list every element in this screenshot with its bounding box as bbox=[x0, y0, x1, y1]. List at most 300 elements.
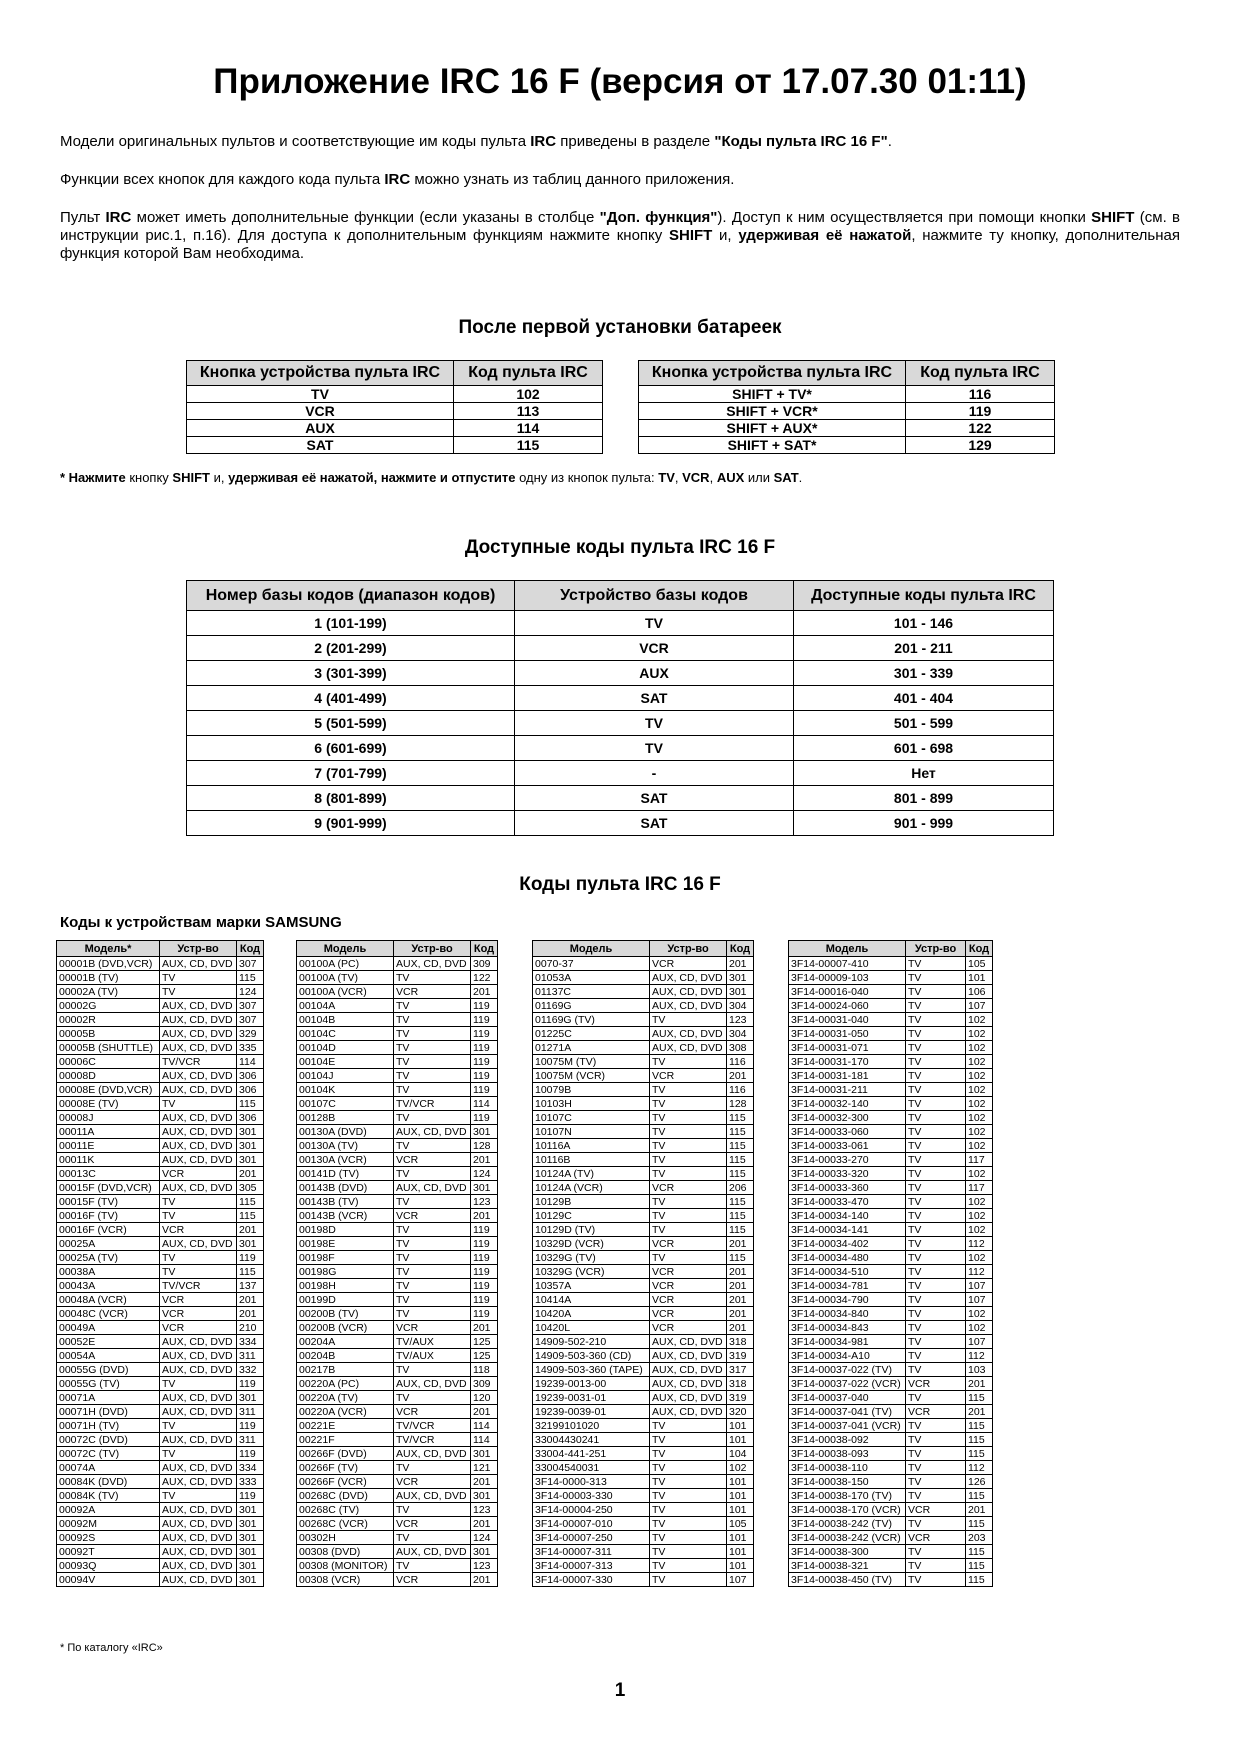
code-cell: 306 bbox=[237, 1111, 264, 1125]
device-cell: TV bbox=[160, 1489, 237, 1503]
device-cell: TV bbox=[906, 1013, 966, 1027]
device-cell: AUX, CD, DVD bbox=[160, 1363, 237, 1377]
battery-right-row bbox=[639, 437, 1055, 454]
device-cell: TV bbox=[394, 1027, 471, 1041]
model-code-row bbox=[57, 1279, 264, 1293]
ranges-row-cell: 201 - 211 bbox=[794, 636, 1054, 661]
device-cell: TV bbox=[650, 1167, 727, 1181]
model-code-row bbox=[57, 1083, 264, 1097]
device-cell: AUX, CD, DVD bbox=[650, 1391, 727, 1405]
device-cell: VCR bbox=[650, 1237, 727, 1251]
model-cell: 00143B (VCR) bbox=[297, 1209, 394, 1223]
model-code-row bbox=[789, 1167, 993, 1181]
battery-right-row-cell: 122 bbox=[906, 420, 1055, 437]
code-cell: 102 bbox=[966, 1251, 993, 1265]
model-code-row bbox=[57, 1013, 264, 1027]
model-code-row bbox=[789, 1349, 993, 1363]
model-cell: 3F14-00033-061 bbox=[789, 1139, 906, 1153]
model-cell: 3F14-00034-A10 bbox=[789, 1349, 906, 1363]
code-cell: 301 bbox=[237, 1559, 264, 1573]
model-cell: 10129D (TV) bbox=[533, 1223, 650, 1237]
model-cell: 3F14-00034-480 bbox=[789, 1251, 906, 1265]
code-cell: 114 bbox=[237, 1055, 264, 1069]
model-cell: 3F14-0000-313 bbox=[533, 1475, 650, 1489]
model-cell: 00048A (VCR) bbox=[57, 1293, 160, 1307]
model-code-row bbox=[297, 985, 498, 999]
code-cell: 301 bbox=[237, 1545, 264, 1559]
ranges-row-cell: 601 - 698 bbox=[794, 736, 1054, 761]
model-code-row bbox=[297, 1125, 498, 1139]
device-cell: TV bbox=[906, 1419, 966, 1433]
model-code-row bbox=[789, 1293, 993, 1307]
model-cell: 00001B (TV) bbox=[57, 971, 160, 985]
model-cell: 10129C bbox=[533, 1209, 650, 1223]
model-cell: 3F14-00033-270 bbox=[789, 1153, 906, 1167]
device-cell: TV bbox=[906, 1349, 966, 1363]
device-column-header: Устр-во bbox=[650, 941, 727, 957]
ranges-row bbox=[187, 811, 1054, 836]
model-cell: 3F14-00038-170 (VCR) bbox=[789, 1503, 906, 1517]
code-cell: 119 bbox=[471, 1307, 498, 1321]
model-cell: 10420A bbox=[533, 1307, 650, 1321]
code-cell: 309 bbox=[471, 957, 498, 971]
ranges-row-cell: VCR bbox=[515, 636, 794, 661]
model-cell: 33004540031 bbox=[533, 1461, 650, 1475]
device-cell: TV bbox=[906, 999, 966, 1013]
bold-text: "Доп. функция" bbox=[599, 209, 718, 226]
bold-text: SHIFT bbox=[669, 227, 713, 244]
model-code-row bbox=[533, 1307, 754, 1321]
model-code-row bbox=[57, 1573, 264, 1587]
model-cell: 00199D bbox=[297, 1293, 394, 1307]
device-cell: TV bbox=[906, 1517, 966, 1531]
model-code-row bbox=[789, 999, 993, 1013]
device-cell: TV bbox=[650, 1573, 727, 1587]
model-cell: 32199101020 bbox=[533, 1419, 650, 1433]
battery-table-left bbox=[186, 360, 603, 454]
model-code-row bbox=[789, 1237, 993, 1251]
code-cell: 201 bbox=[471, 1517, 498, 1531]
code-cell: 119 bbox=[471, 1223, 498, 1237]
code-cell: 311 bbox=[237, 1433, 264, 1447]
model-cell: 3F14-00034-981 bbox=[789, 1335, 906, 1349]
model-code-row bbox=[789, 1559, 993, 1573]
model-cell: 3F14-00038-242 (VCR) bbox=[789, 1531, 906, 1545]
model-code-row bbox=[789, 1391, 993, 1405]
model-column-header: Модель bbox=[789, 941, 906, 957]
device-cell: AUX, CD, DVD bbox=[650, 1335, 727, 1349]
model-code-row bbox=[789, 1335, 993, 1349]
device-cell: VCR bbox=[160, 1167, 237, 1181]
device-cell: TV bbox=[160, 1419, 237, 1433]
model-code-row bbox=[533, 1335, 754, 1349]
model-code-row bbox=[57, 1433, 264, 1447]
model-code-row bbox=[297, 1363, 498, 1377]
model-code-row bbox=[297, 1027, 498, 1041]
model-code-row bbox=[533, 1013, 754, 1027]
intro-paragraph-1 bbox=[60, 133, 1180, 151]
model-cell: 01137C bbox=[533, 985, 650, 999]
code-cell: 115 bbox=[966, 1447, 993, 1461]
catalog-footnote: * По каталогу «IRC» bbox=[60, 1642, 163, 1654]
model-code-row bbox=[57, 1027, 264, 1041]
code-cell: 311 bbox=[237, 1349, 264, 1363]
code-cell: 115 bbox=[727, 1167, 754, 1181]
model-code-row bbox=[533, 1573, 754, 1587]
model-code-row bbox=[57, 1097, 264, 1111]
code-cell: 201 bbox=[471, 1475, 498, 1489]
model-cell: 00071H (DVD) bbox=[57, 1405, 160, 1419]
code-cell: 123 bbox=[471, 1195, 498, 1209]
code-cell: 317 bbox=[727, 1363, 754, 1377]
model-code-row bbox=[533, 1545, 754, 1559]
code-cell: 119 bbox=[471, 1237, 498, 1251]
device-cell: VCR bbox=[394, 1405, 471, 1419]
code-cell: 101 bbox=[727, 1489, 754, 1503]
code-cell: 120 bbox=[471, 1391, 498, 1405]
model-code-row bbox=[297, 1251, 498, 1265]
model-cell: 3F14-00038-300 bbox=[789, 1545, 906, 1559]
model-cell: 00008J bbox=[57, 1111, 160, 1125]
model-code-row bbox=[297, 1503, 498, 1517]
model-cell: 3F14-00034-140 bbox=[789, 1209, 906, 1223]
code-cell: 115 bbox=[727, 1153, 754, 1167]
code-cell: 329 bbox=[237, 1027, 264, 1041]
model-cell: 14909-503-360 (TAPE) bbox=[533, 1363, 650, 1377]
code-cell: 128 bbox=[727, 1097, 754, 1111]
battery-right-header-code: Код пульта IRC bbox=[906, 361, 1055, 386]
code-cell: 102 bbox=[966, 1139, 993, 1153]
device-cell: TV bbox=[650, 1055, 727, 1069]
model-cell: 00220A (TV) bbox=[297, 1391, 394, 1405]
code-cell: 119 bbox=[237, 1419, 264, 1433]
code-cell: 115 bbox=[966, 1559, 993, 1573]
code-cell: 102 bbox=[966, 1307, 993, 1321]
device-column-header: Устр-во bbox=[394, 941, 471, 957]
device-cell: TV bbox=[394, 1559, 471, 1573]
model-cell: 00100A (PC) bbox=[297, 957, 394, 971]
model-cell: 3F14-00024-060 bbox=[789, 999, 906, 1013]
ranges-row bbox=[187, 786, 1054, 811]
device-cell: TV bbox=[650, 1251, 727, 1265]
code-cell: 201 bbox=[727, 1069, 754, 1083]
code-cell: 126 bbox=[966, 1475, 993, 1489]
model-code-row bbox=[57, 1447, 264, 1461]
model-cell: 00128B bbox=[297, 1111, 394, 1125]
code-cell: 115 bbox=[966, 1419, 993, 1433]
code-cell: 102 bbox=[966, 1069, 993, 1083]
model-code-row bbox=[789, 1027, 993, 1041]
model-code-row bbox=[297, 1223, 498, 1237]
model-code-row bbox=[789, 1405, 993, 1419]
model-code-row bbox=[297, 1531, 498, 1545]
code-cell: 201 bbox=[471, 1321, 498, 1335]
battery-right-row-cell: 116 bbox=[906, 386, 1055, 403]
code-cell: 101 bbox=[727, 1433, 754, 1447]
model-cell: 10420L bbox=[533, 1321, 650, 1335]
model-code-row bbox=[789, 1503, 993, 1517]
model-cell: 3F14-00038-092 bbox=[789, 1433, 906, 1447]
model-cell: 10129B bbox=[533, 1195, 650, 1209]
code-column-header: Код bbox=[237, 941, 264, 957]
model-code-row bbox=[297, 1083, 498, 1097]
code-cell: 309 bbox=[471, 1377, 498, 1391]
battery-right-row-cell: SHIFT + SAT* bbox=[639, 437, 906, 454]
model-code-row bbox=[297, 999, 498, 1013]
ranges-row-cell: 501 - 599 bbox=[794, 711, 1054, 736]
device-cell: VCR bbox=[160, 1321, 237, 1335]
device-cell: TV bbox=[906, 1097, 966, 1111]
device-cell: TV bbox=[906, 1139, 966, 1153]
device-cell: TV bbox=[394, 1237, 471, 1251]
model-cell: 00143B (DVD) bbox=[297, 1181, 394, 1195]
device-cell: TV bbox=[394, 1139, 471, 1153]
device-cell: TV bbox=[650, 1195, 727, 1209]
device-cell: VCR bbox=[650, 1307, 727, 1321]
text: и, bbox=[209, 470, 229, 485]
battery-section-heading: После первой установки батареек bbox=[458, 317, 782, 338]
model-code-row bbox=[789, 1223, 993, 1237]
model-cell: 3F14-00038-150 bbox=[789, 1475, 906, 1489]
model-code-row bbox=[297, 1391, 498, 1405]
model-code-row bbox=[57, 1517, 264, 1531]
model-code-row bbox=[533, 985, 754, 999]
code-cell: 114 bbox=[471, 1419, 498, 1433]
model-code-row bbox=[533, 1391, 754, 1405]
code-cell: 119 bbox=[471, 1083, 498, 1097]
device-cell: TV bbox=[160, 971, 237, 985]
model-cell: 00008E (DVD,VCR) bbox=[57, 1083, 160, 1097]
model-code-row bbox=[533, 1475, 754, 1489]
code-cell: 318 bbox=[727, 1335, 754, 1349]
ranges-row bbox=[187, 736, 1054, 761]
model-cell: 10357A bbox=[533, 1279, 650, 1293]
device-cell: TV bbox=[650, 1223, 727, 1237]
ranges-row-cell: 401 - 404 bbox=[794, 686, 1054, 711]
battery-right-row-cell: SHIFT + TV* bbox=[639, 386, 906, 403]
model-cell: 00092S bbox=[57, 1531, 160, 1545]
code-cell: 305 bbox=[237, 1181, 264, 1195]
model-cell: 00011E bbox=[57, 1139, 160, 1153]
model-cell: 00054A bbox=[57, 1349, 160, 1363]
model-code-row bbox=[57, 1377, 264, 1391]
device-cell: VCR bbox=[906, 1377, 966, 1391]
model-code-row bbox=[789, 1265, 993, 1279]
device-cell: TV bbox=[906, 1027, 966, 1041]
model-cell: 00104A bbox=[297, 999, 394, 1013]
code-cell: 121 bbox=[471, 1461, 498, 1475]
model-cell: 3F14-00034-840 bbox=[789, 1307, 906, 1321]
model-code-row bbox=[297, 1377, 498, 1391]
device-cell: AUX, CD, DVD bbox=[394, 1377, 471, 1391]
device-cell: VCR bbox=[160, 1293, 237, 1307]
code-cell: 107 bbox=[966, 1293, 993, 1307]
model-code-row bbox=[297, 1111, 498, 1125]
model-code-row bbox=[297, 971, 498, 985]
model-cell: 10107C bbox=[533, 1111, 650, 1125]
model-cell: 00302H bbox=[297, 1531, 394, 1545]
code-cell: 115 bbox=[966, 1573, 993, 1587]
code-cell: 115 bbox=[966, 1391, 993, 1405]
model-cell: 00221E bbox=[297, 1419, 394, 1433]
model-cell: 00308 (MONITOR) bbox=[297, 1559, 394, 1573]
device-cell: TV bbox=[394, 1531, 471, 1545]
model-cell: 00130A (VCR) bbox=[297, 1153, 394, 1167]
code-cell: 123 bbox=[727, 1013, 754, 1027]
device-cell: TV bbox=[650, 1097, 727, 1111]
device-cell: TV bbox=[394, 1307, 471, 1321]
model-code-row bbox=[533, 999, 754, 1013]
text: или bbox=[744, 470, 774, 485]
model-code-row bbox=[533, 1223, 754, 1237]
model-code-row bbox=[533, 1055, 754, 1069]
model-code-row bbox=[533, 1237, 754, 1251]
code-cell: 115 bbox=[966, 1545, 993, 1559]
code-cell: 301 bbox=[237, 1139, 264, 1153]
ranges-row-cell: 8 (801-899) bbox=[187, 786, 515, 811]
model-cell: 01053A bbox=[533, 971, 650, 985]
device-cell: AUX, CD, DVD bbox=[394, 1181, 471, 1195]
device-cell: TV bbox=[906, 1223, 966, 1237]
model-cell: 00220A (VCR) bbox=[297, 1405, 394, 1419]
model-cell: 3F14-00031-181 bbox=[789, 1069, 906, 1083]
text: Функции всех кнопок для каждого кода пульта bbox=[60, 171, 385, 188]
device-cell: TV bbox=[906, 971, 966, 985]
battery-right-row-cell: SHIFT + AUX* bbox=[639, 420, 906, 437]
device-cell: AUX, CD, DVD bbox=[160, 1517, 237, 1531]
code-cell: 123 bbox=[471, 1559, 498, 1573]
ranges-row-cell: SAT bbox=[515, 811, 794, 836]
device-cell: VCR bbox=[394, 1475, 471, 1489]
battery-left-row bbox=[187, 420, 603, 437]
model-code-row bbox=[57, 1223, 264, 1237]
bold-text: удерживая её нажатой bbox=[738, 227, 912, 244]
model-cell: 00198E bbox=[297, 1237, 394, 1251]
text: , bbox=[674, 470, 683, 485]
device-cell: TV bbox=[906, 1489, 966, 1503]
device-cell: AUX, CD, DVD bbox=[160, 1335, 237, 1349]
device-cell: AUX, CD, DVD bbox=[160, 1027, 237, 1041]
device-cell: AUX, CD, DVD bbox=[394, 957, 471, 971]
model-code-row bbox=[297, 1405, 498, 1419]
device-cell: TV bbox=[160, 1097, 237, 1111]
battery-right-row-cell: 129 bbox=[906, 437, 1055, 454]
model-code-row bbox=[57, 1251, 264, 1265]
model-cell: 00011K bbox=[57, 1153, 160, 1167]
model-cell: 3F14-00037-022 (TV) bbox=[789, 1363, 906, 1377]
model-code-row bbox=[533, 1321, 754, 1335]
code-cell: 103 bbox=[966, 1363, 993, 1377]
code-cell: 115 bbox=[727, 1111, 754, 1125]
device-cell: AUX, CD, DVD bbox=[160, 1041, 237, 1055]
device-column-header: Устр-во bbox=[906, 941, 966, 957]
model-code-row bbox=[57, 1167, 264, 1181]
device-cell: TV bbox=[394, 1041, 471, 1055]
ranges-row-cell: Нет bbox=[794, 761, 1054, 786]
model-cell: 3F14-00034-843 bbox=[789, 1321, 906, 1335]
code-cell: 102 bbox=[966, 1195, 993, 1209]
code-cell: 201 bbox=[471, 1153, 498, 1167]
model-cell: 00084K (DVD) bbox=[57, 1475, 160, 1489]
document-title: Приложение IRC 16 F (версия от 17.07.30 01:11) bbox=[213, 62, 1027, 101]
code-cell: 102 bbox=[966, 1027, 993, 1041]
model-cell: 3F14-00033-060 bbox=[789, 1125, 906, 1139]
ranges-section-heading: Доступные коды пульта IRC 16 F bbox=[464, 537, 776, 558]
model-code-row bbox=[57, 1503, 264, 1517]
device-cell: TV bbox=[160, 1251, 237, 1265]
code-cell: 201 bbox=[727, 1293, 754, 1307]
model-code-row bbox=[57, 957, 264, 971]
ranges-header-codes: Доступные коды пульта IRC bbox=[794, 581, 1054, 611]
code-cell: 318 bbox=[727, 1377, 754, 1391]
model-cell: 00130A (TV) bbox=[297, 1139, 394, 1153]
code-cell: 201 bbox=[727, 1237, 754, 1251]
model-cell: 3F14-00031-050 bbox=[789, 1027, 906, 1041]
bold-text: VCR bbox=[682, 470, 710, 485]
device-cell: AUX, CD, DVD bbox=[394, 1489, 471, 1503]
bold-text: SHIFT bbox=[172, 470, 210, 485]
code-cell: 304 bbox=[727, 999, 754, 1013]
ranges-row-cell: AUX bbox=[515, 661, 794, 686]
model-cell: 00055G (DVD) bbox=[57, 1363, 160, 1377]
code-cell: 107 bbox=[966, 1335, 993, 1349]
code-cell: 119 bbox=[471, 1041, 498, 1055]
code-cell: 334 bbox=[237, 1335, 264, 1349]
model-code-row bbox=[789, 1069, 993, 1083]
model-cell: 19239-0039-01 bbox=[533, 1405, 650, 1419]
code-cell: 115 bbox=[727, 1209, 754, 1223]
device-cell: VCR bbox=[650, 1293, 727, 1307]
model-cell: 00266F (TV) bbox=[297, 1461, 394, 1475]
code-cell: 102 bbox=[966, 1209, 993, 1223]
text: ). Доступ к ним осуществляется при помощи кнопки bbox=[717, 209, 1092, 226]
battery-left-row-cell: 113 bbox=[454, 403, 603, 420]
device-cell: AUX, CD, DVD bbox=[650, 1027, 727, 1041]
code-cell: 125 bbox=[471, 1349, 498, 1363]
model-code-row bbox=[57, 1153, 264, 1167]
device-cell: TV/AUX bbox=[394, 1349, 471, 1363]
model-cell: 00093Q bbox=[57, 1559, 160, 1573]
device-cell: AUX, CD, DVD bbox=[160, 1125, 237, 1139]
device-cell: TV bbox=[394, 1069, 471, 1083]
code-cell: 102 bbox=[727, 1461, 754, 1475]
model-cell: 00016F (TV) bbox=[57, 1209, 160, 1223]
model-code-row bbox=[57, 1293, 264, 1307]
model-cell: 00025A bbox=[57, 1237, 160, 1251]
code-cell: 128 bbox=[471, 1139, 498, 1153]
model-code-row bbox=[297, 1181, 498, 1195]
model-cell: 00100A (TV) bbox=[297, 971, 394, 985]
model-code-row bbox=[57, 1335, 264, 1349]
model-code-row bbox=[533, 1209, 754, 1223]
model-code-row bbox=[789, 1013, 993, 1027]
device-cell: TV bbox=[394, 1293, 471, 1307]
model-cell: 3F14-00037-022 (VCR) bbox=[789, 1377, 906, 1391]
code-cell: 115 bbox=[237, 1209, 264, 1223]
model-cell: 3F14-00007-010 bbox=[533, 1517, 650, 1531]
bold-text: SAT bbox=[773, 470, 799, 485]
model-code-row bbox=[789, 1041, 993, 1055]
model-cell: 3F14-00033-470 bbox=[789, 1195, 906, 1209]
code-cell: 119 bbox=[237, 1377, 264, 1391]
ranges-header-base: Номер базы кодов (диапазон кодов) bbox=[187, 581, 515, 611]
device-cell: TV bbox=[650, 1013, 727, 1027]
device-cell: VCR bbox=[650, 1181, 727, 1195]
code-cell: 102 bbox=[966, 1083, 993, 1097]
device-cell: TV bbox=[160, 1195, 237, 1209]
bold-text: IRC bbox=[530, 133, 557, 150]
model-code-row bbox=[533, 971, 754, 985]
